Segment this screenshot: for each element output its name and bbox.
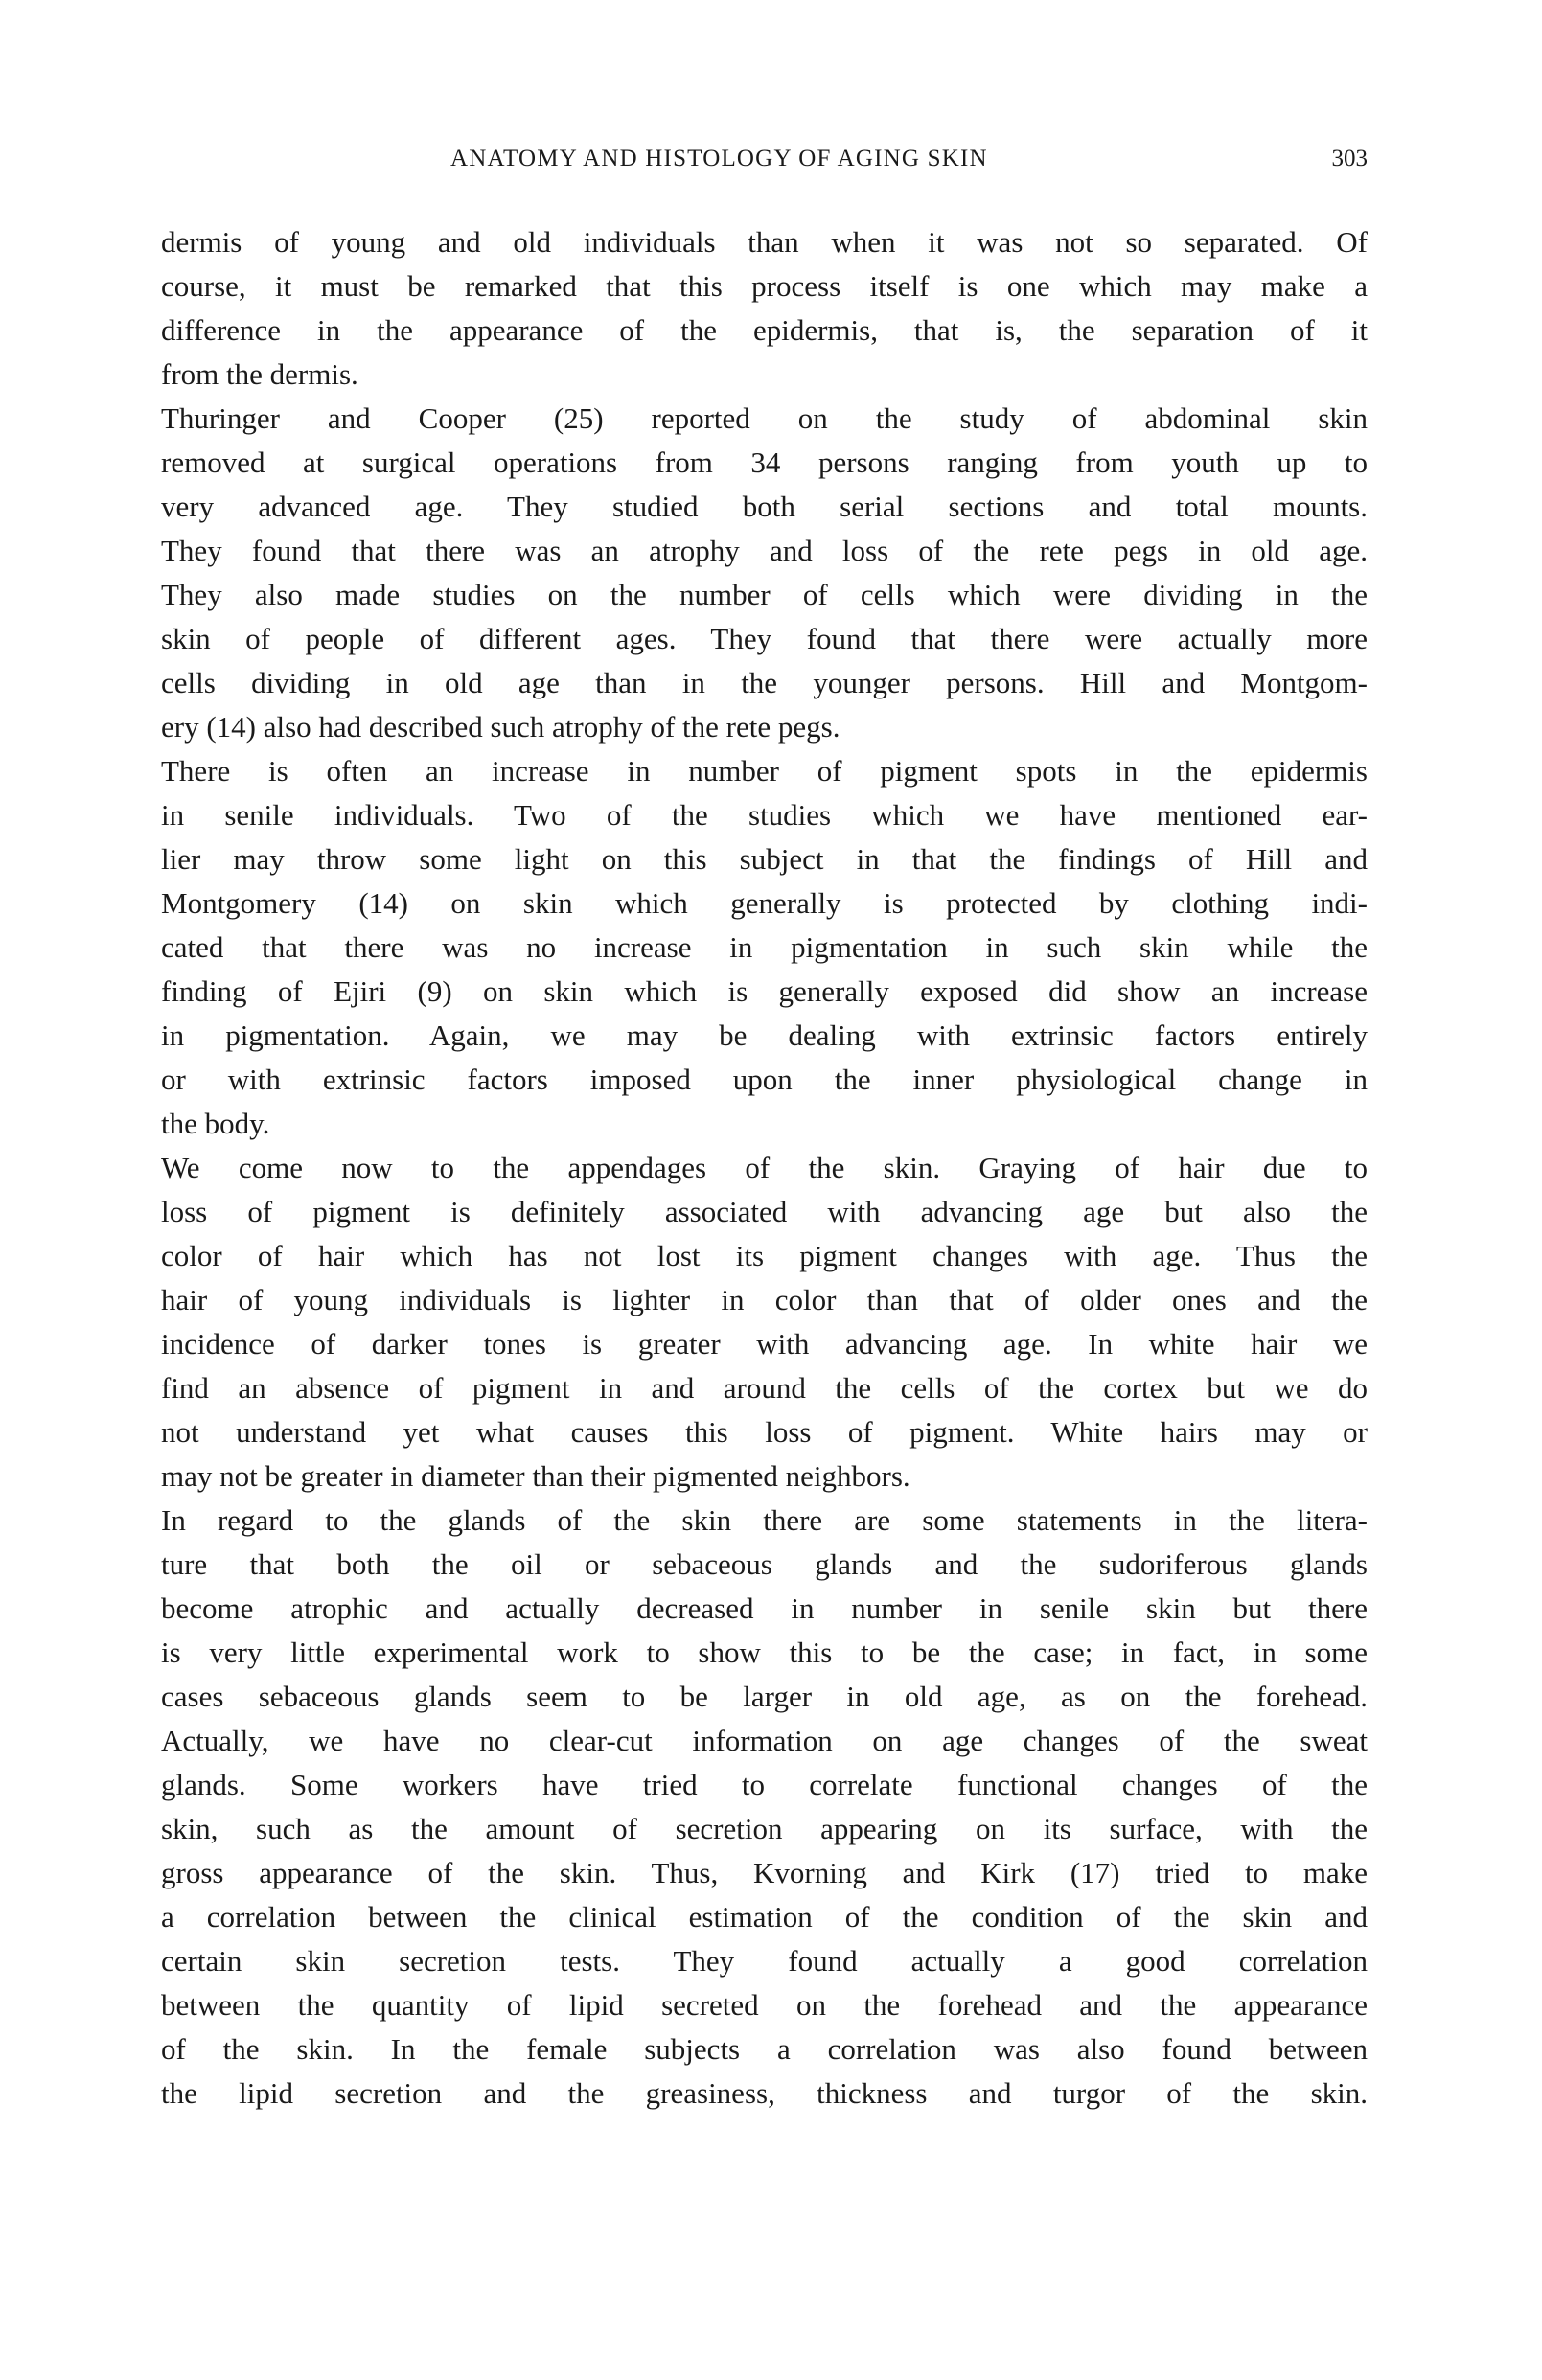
text-line: We come now to the appendages of the skin. Graying of hair due to: [161, 1151, 1368, 1184]
paragraph: [161, 1499, 1368, 2116]
text-line: In regard to the glands of the skin there are some statements in the litera-: [161, 1503, 1368, 1537]
running-title: ANATOMY AND HISTOLOGY OF AGING SKIN: [450, 146, 988, 172]
text-line: a correlation between the clinical estimation of the condition of the skin and: [161, 1900, 1368, 1934]
text-line: skin of people of different ages. They found that there were actually more: [161, 622, 1368, 655]
text-line: hair of young individuals is lighter in color than that of older ones and the: [161, 1283, 1368, 1316]
text-line: certain skin secretion tests. They found actually a good correlation: [161, 1944, 1368, 1978]
text-line: find an absence of pigment in and around the cells of the cortex but we do: [161, 1371, 1368, 1405]
text-line: course, it must be remarked that this process itself is one which may make a: [161, 269, 1368, 303]
text-line: not understand yet what causes this loss of pigment. White hairs may or: [161, 1415, 1368, 1449]
text-line: or with extrinsic factors imposed upon the inner physiological change in: [161, 1063, 1368, 1096]
paragraph: [161, 749, 1368, 1146]
text-line: gross appearance of the skin. Thus, Kvorning and Kirk (17) tried to make: [161, 1856, 1368, 1889]
text-line: Actually, we have no clear-cut information on age changes of the sweat: [161, 1724, 1368, 1757]
text-line: lier may throw some light on this subject in that the findings of Hill and: [161, 842, 1368, 876]
text-line: They found that there was an atrophy and loss of the rete pegs in old age.: [161, 534, 1368, 567]
text-line: is very little experimental work to show this to be the case; in fact, in some: [161, 1636, 1368, 1669]
text-line: loss of pigment is definitely associated with advancing age but also the: [161, 1195, 1368, 1228]
text-line: from the dermis.: [161, 357, 358, 391]
text-line: of the skin. In the female subjects a correlation was also found between: [161, 2032, 1368, 2066]
text-line: dermis of young and old individuals than when it was not so separated. Of: [161, 225, 1368, 259]
text-line: ery (14) also had described such atrophy of the rete pegs.: [161, 710, 840, 744]
text-line: in senile individuals. Two of the studies which we have mentioned ear-: [161, 798, 1368, 832]
text-line: in pigmentation. Again, we may be dealing with extrinsic factors entirely: [161, 1018, 1368, 1052]
text-line: skin, such as the amount of secretion appearing on its surface, with the: [161, 1812, 1368, 1845]
text-line: cells dividing in old age than in the younger persons. Hill and Montgom-: [161, 666, 1368, 699]
text-line: ture that both the oil or sebaceous glands and the sudoriferous glands: [161, 1547, 1368, 1581]
text-line: They also made studies on the number of cells which were dividing in the: [161, 578, 1368, 611]
text-line: difference in the appearance of the epidermis, that is, the separation of it: [161, 313, 1368, 347]
text-line: cases sebaceous glands seem to be larger in old age, as on the forehead.: [161, 1680, 1368, 1713]
text-line: become atrophic and actually decreased in number in senile skin but there: [161, 1591, 1368, 1625]
text-line: removed at surgical operations from 34 persons ranging from youth up to: [161, 446, 1368, 479]
running-head: [161, 146, 1368, 180]
body-text: [161, 220, 1368, 2116]
text-line: the lipid secretion and the greasiness, thickness and turgor of the skin.: [161, 2076, 1368, 2110]
text-line: Montgomery (14) on skin which generally is protected by clothing indi-: [161, 886, 1368, 920]
text-line: may not be greater in diameter than their pigmented neighbors.: [161, 1459, 910, 1493]
text-line: glands. Some workers have tried to correlate functional changes of the: [161, 1768, 1368, 1801]
text-line: cated that there was no increase in pigmentation in such skin while the: [161, 930, 1368, 964]
text-line: incidence of darker tones is greater with advancing age. In white hair we: [161, 1327, 1368, 1361]
paragraph: [161, 397, 1368, 749]
page-number: 303: [1331, 146, 1368, 172]
paragraph: [161, 220, 1368, 397]
text-line: the body.: [161, 1107, 270, 1140]
paragraph: [161, 1146, 1368, 1499]
text-line: Thuringer and Cooper (25) reported on the study of abdominal skin: [161, 401, 1368, 435]
text-line: There is often an increase in number of pigment spots in the epidermis: [161, 754, 1368, 788]
text-line: finding of Ejiri (9) on skin which is generally exposed did show an increase: [161, 974, 1368, 1008]
text-line: color of hair which has not lost its pigment changes with age. Thus the: [161, 1239, 1368, 1272]
text-line: very advanced age. They studied both serial sections and total mounts.: [161, 490, 1368, 523]
text-line: between the quantity of lipid secreted on the forehead and the appearance: [161, 1988, 1368, 2022]
